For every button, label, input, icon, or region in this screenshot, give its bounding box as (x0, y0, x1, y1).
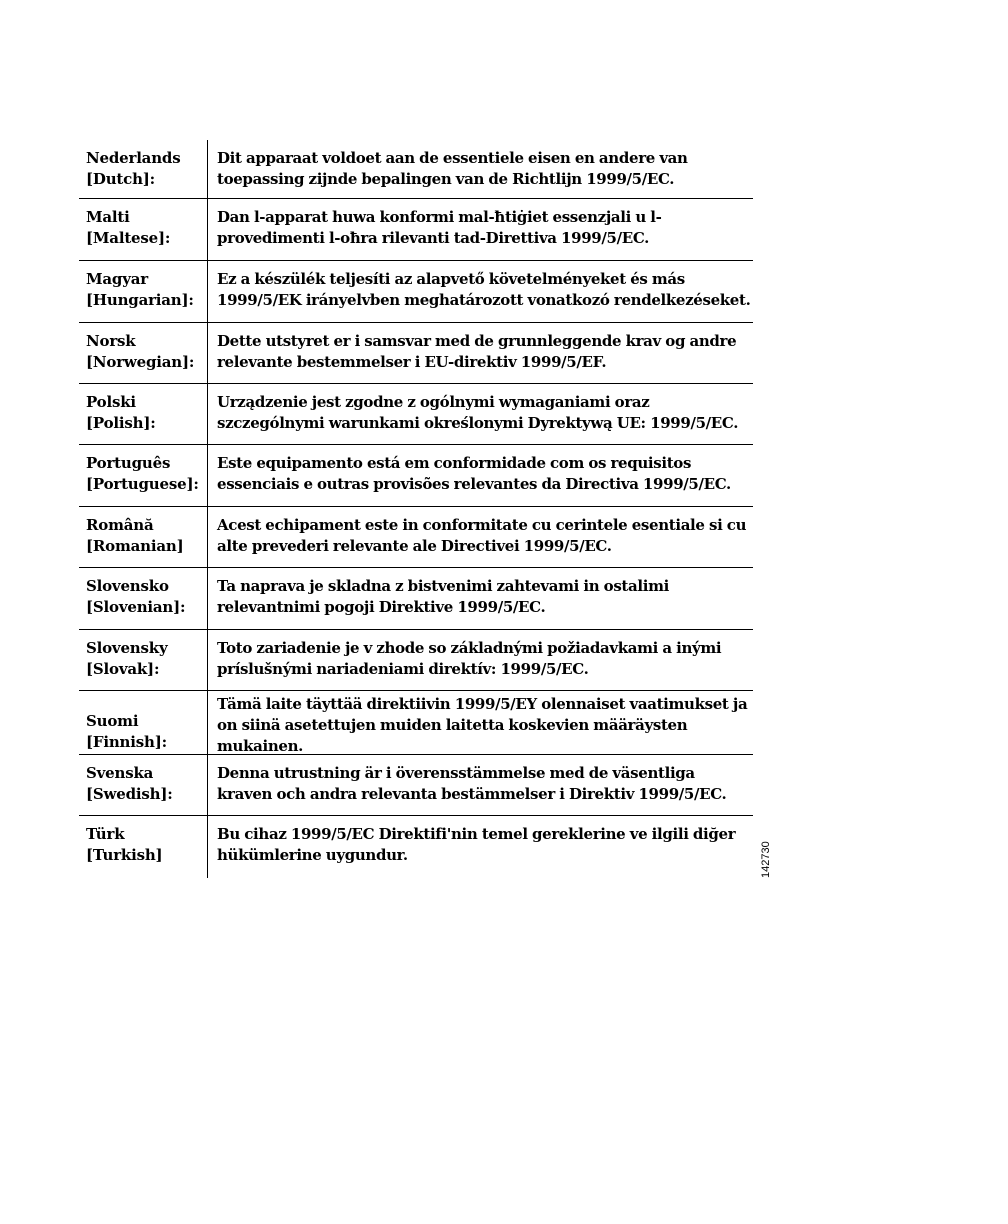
language-name: Svenska (86, 764, 154, 782)
table-row-romanian (79, 507, 753, 568)
table-row-slovenian (79, 568, 753, 630)
language-tag: [Turkish] (86, 846, 163, 864)
statement-text: Ta naprava je skladna z bistvenimi zahtevami in ostalimi relevantnimi pogoji Direktive 1999/5/EC. (217, 577, 669, 616)
language-name: Malti (86, 208, 130, 226)
table-row-portuguese (79, 445, 753, 507)
language-name: Polski (86, 393, 136, 411)
language-cell (79, 323, 208, 383)
table-row-slovak (79, 630, 753, 691)
language-name: Slovensky (86, 639, 168, 657)
language-tag: [Hungarian]: (86, 291, 194, 309)
table-row-norwegian (79, 323, 753, 384)
table-row-turkish (79, 816, 753, 878)
language-name: Suomi (86, 712, 139, 730)
language-tag: [Slovak]: (86, 660, 160, 678)
table-row-dutch (79, 140, 753, 199)
statement-text: Ez a készülék teljesíti az alapvető követelményeket és más 1999/5/EK irányelvben meghatározott vonatkozó rendelkezéseket. (217, 270, 751, 309)
language-cell (79, 199, 208, 260)
language-cell (79, 816, 208, 878)
language-cell (79, 630, 208, 690)
language-name: Magyar (86, 270, 148, 288)
statement-text: Acest echipament este in conformitate cu cerintele esentiale si cu alte prevederi relevante ale Directivei 1999/5/EC. (217, 516, 747, 555)
language-cell (79, 755, 208, 815)
language-name: Türk (86, 825, 125, 843)
language-name: Português (86, 454, 171, 472)
statement-text: Dette utstyret er i samsvar med de grunnleggende krav og andre relevante bestemmelser i EU-direktiv 1999/5/EF. (217, 332, 737, 371)
language-cell (79, 691, 208, 754)
language-cell (79, 140, 208, 198)
table-row-finnish (79, 691, 753, 755)
table-row-hungarian (79, 261, 753, 323)
language-tag: [Norwegian]: (86, 353, 195, 371)
language-name: Norsk (86, 332, 136, 350)
table-row-maltese (79, 199, 753, 261)
language-tag: [Polish]: (86, 414, 156, 432)
statement-text: Dan l-apparat huwa konformi mal-ħtiġiet essenzjali u l-provedimenti l-oħra rilevanti tad-Direttiva 1999/5/EC. (217, 208, 662, 247)
table-row-polish (79, 384, 753, 445)
language-tag: [Finnish]: (86, 733, 167, 751)
language-cell (79, 384, 208, 444)
language-tag: [Romanian] (86, 537, 184, 555)
statement-text: Toto zariadenie je v zhode so základnými požiadavkami a inými príslušnými nariadeniami direktív: 1999/5/EC. (217, 639, 722, 678)
language-cell (79, 507, 208, 567)
statement-text: Tämä laite täyttää direktiivin 1999/5/EY olennaiset vaatimukset ja on siinä asetettujen muiden laitetta koskevien määräysten mukainen. (217, 695, 748, 755)
language-tag: [Swedish]: (86, 785, 173, 803)
figure-id: 142730 (760, 841, 772, 878)
language-name: Nederlands (86, 149, 181, 167)
language-name: Slovensko (86, 577, 169, 595)
statement-text: Dit apparaat voldoet aan de essentiele eisen en andere van toepassing zijnde bepalingen van de Richtlijn 1999/5/EC. (217, 149, 688, 188)
table-row-swedish (79, 755, 753, 816)
language-cell (79, 261, 208, 322)
compliance-table (79, 140, 753, 878)
language-name: Română (86, 516, 154, 534)
language-cell (79, 445, 208, 506)
statement-text: Este equipamento está em conformidade com os requisitos essenciais e outras provisões relevantes da Directiva 1999/5/EC. (217, 454, 731, 493)
language-cell (79, 568, 208, 629)
language-tag: [Dutch]: (86, 170, 156, 188)
language-tag: [Maltese]: (86, 229, 171, 247)
language-tag: [Slovenian]: (86, 598, 186, 616)
statement-text: Urządzenie jest zgodne z ogólnymi wymaganiami oraz szczególnymi warunkami określonymi Dyrektywą UE: 1999/5/EC. (217, 393, 739, 432)
statement-text: Bu cihaz 1999/5/EC Direktifi'nin temel gereklerine ve ilgili diğer hükümlerine uygundur. (217, 825, 736, 864)
statement-text: Denna utrustning är i överensstämmelse med de väsentliga kraven och andra relevanta bestämmelser i Direktiv 1999/5/EC. (217, 764, 727, 803)
language-tag: [Portuguese]: (86, 475, 199, 493)
